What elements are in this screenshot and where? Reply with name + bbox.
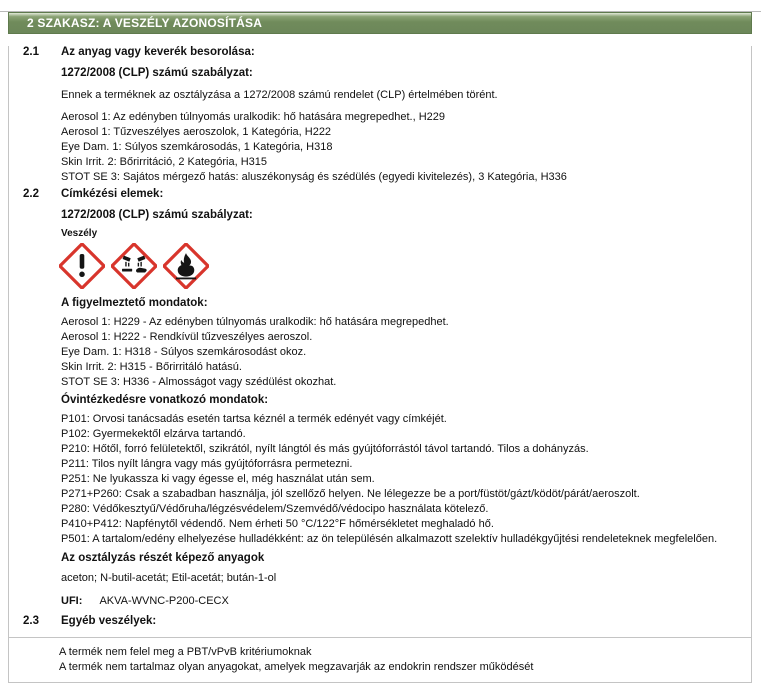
precaution-statement: P251: Ne lyukassza ki vagy égesse el, még használat után sem. xyxy=(61,473,375,485)
components-heading: Az osztályzás részét képező anyagok xyxy=(61,552,265,564)
classification-item: Aerosol 1: Az edényben túlnyomás uralkodik: hő hatására megrepedhet., H229 xyxy=(61,111,446,123)
subsection-2-1-heading-row xyxy=(9,46,751,58)
gutter-spacer xyxy=(9,110,61,185)
ghs07-exclamation-icon xyxy=(59,243,105,289)
precaution-heading-row xyxy=(9,394,751,406)
classification-item: Skin Irrit. 2: Bőrirritáció, 2 Kategória, H315 xyxy=(61,156,268,168)
subsection-2-2-number: 2.2 xyxy=(23,188,39,200)
ufi-content xyxy=(61,594,751,609)
hazard-statement: STOT SE 3: H336 - Almosságot vagy szédülést okozhat. xyxy=(61,376,337,388)
components-row xyxy=(9,571,751,586)
subsection-2-2-title: Címkézési elemek: xyxy=(61,188,164,200)
subsection-2-3-title: Egyéb veszélyek: xyxy=(61,615,157,627)
subsection-2-3-number: 2.3 xyxy=(23,615,39,627)
precaution-statement: P101: Orvosi tanácsadás esetén tartsa kéznél a termék edényét vagy címkéjét. xyxy=(61,413,447,425)
subsection-2-1-title: Az anyag vagy keverék besorolása: xyxy=(61,46,255,58)
pictogram-row-wrap xyxy=(9,239,751,289)
hazard-list xyxy=(61,315,751,390)
classification-list xyxy=(61,110,751,185)
precaution-statement: P210: Hőtől, forró felületektől, szikrától, nyílt lángtól és más gyújtóforrástól távol tartandó. Tilos a dohányzás. xyxy=(61,443,589,455)
clp-regulation-heading-2: 1272/2008 (CLP) számú szabályzat: xyxy=(61,209,253,221)
gutter-spacer xyxy=(9,88,61,103)
classification-item: Eye Dam. 1: Súlyos szemkárosodás, 1 Kategória, H318 xyxy=(61,141,333,153)
subsection-2-1-number: 2.1 xyxy=(23,46,39,58)
ghs-pictograms xyxy=(59,243,739,289)
gutter-spacer xyxy=(9,394,61,406)
precaution-statement: P280: Védőkesztyű/Védőruha/légzésvédelem/Szemvédő/védocipo használata kötelező. xyxy=(61,503,489,515)
classification-item: STOT SE 3: Sajátos mérgező hatás: aluszékonyság és szédülés (egyedi kivitelezés), 3 Kategória, H336 xyxy=(61,171,567,183)
classification-intro-row xyxy=(9,88,751,103)
hazard-heading-row xyxy=(9,297,751,309)
components-list: aceton; N-butil-acetát; Etil-acetát; bután-1-ol xyxy=(61,572,277,584)
gutter-spacer xyxy=(9,315,61,390)
hazard-statement: Aerosol 1: H229 - Az edényben túlnyomás uralkodik: hő hatására megrepedhet. xyxy=(61,316,449,328)
hazard-list-row xyxy=(9,315,751,390)
subsection-2-3-heading-row xyxy=(9,615,751,627)
hazard-heading: A figyelmeztető mondatok: xyxy=(61,297,208,309)
gutter-spacer xyxy=(9,67,61,79)
precaution-statement: P211: Tilos nyílt lángra vagy más gyújtóforrásra permetezni. xyxy=(61,458,353,470)
section-2-block xyxy=(8,12,752,644)
gutter-spacer xyxy=(9,239,61,289)
section-header-title: 2 SZAKASZ: A VESZÉLY AZONOSÍTÁSA xyxy=(27,16,263,30)
precaution-list xyxy=(61,412,751,547)
gutter-spacer xyxy=(9,412,61,547)
ghs02-flame-icon xyxy=(163,243,209,289)
signal-word: Veszély xyxy=(61,228,98,239)
hazard-statement: Aerosol 1: H222 - Rendkívül tűzveszélyes aeroszol. xyxy=(61,331,313,343)
gutter-spacer xyxy=(9,221,61,239)
ufi-value: AKVA-WVNC-P200-CECX xyxy=(99,595,229,607)
subsection-2-2-heading-row xyxy=(9,188,751,200)
classification-list-row xyxy=(9,110,751,185)
ufi-row xyxy=(9,586,751,609)
precaution-statement: P271+P260: Csak a szabadban használja, jól szellőző helyen. Ne lélegezze be a port/füstöt/gázt/ködöt/párát/aeroszolt. xyxy=(61,488,640,500)
precaution-statement: P501: A tartalom/edény elhelyezése hulladékként: az ön településén alkalmazott szelektív hulladékgyűjtési rendeleteknek megfelelően. xyxy=(61,533,718,545)
ghs05-corrosion-icon xyxy=(111,243,157,289)
precaution-heading: Óvintézkedésre vonatkozó mondatok: xyxy=(61,394,269,406)
components-heading-row xyxy=(9,552,751,564)
signal-word-row xyxy=(9,221,751,239)
classification-intro: Ennek a terméknek az osztályzása a 1272/2008 számú rendelet (CLP) értelmében törént. xyxy=(61,89,498,101)
ufi-label: UFI: xyxy=(61,595,83,607)
hazard-statement: Skin Irrit. 2: H315 - Bőrirritáló hatású. xyxy=(61,361,242,373)
endocrine-note: A termék nem tartalmaz olyan anyagokat, amelyek megzavarják az endokrin rendszer működését xyxy=(59,661,534,673)
precaution-statement: P102: Gyermekektől elzárva tartandó. xyxy=(61,428,246,440)
hazard-statement: Eye Dam. 1: H318 - Súlyos szemkárosodást okoz. xyxy=(61,346,307,358)
clp-regulation-heading-row-2 xyxy=(9,209,751,221)
section-header-bar xyxy=(8,12,752,34)
gutter-spacer xyxy=(9,209,61,221)
gutter-spacer xyxy=(9,297,61,309)
precaution-statement: P410+P412: Napfénytől védendő. Nem érheti 50 °C/122°F hőmérsékletet meghaladó hő. xyxy=(61,518,494,530)
section-body xyxy=(8,46,752,644)
gutter-spacer xyxy=(9,586,61,609)
clp-regulation-heading-row-1 xyxy=(9,67,751,79)
precaution-list-row xyxy=(9,412,751,547)
pictogram-content xyxy=(61,239,751,289)
gutter-spacer xyxy=(9,552,61,564)
pbt-endocrine-note-box xyxy=(8,637,752,683)
clp-regulation-heading-1: 1272/2008 (CLP) számú szabályzat: xyxy=(61,67,253,79)
classification-item: Aerosol 1: Tűzveszélyes aeroszolok, 1 Kategória, H222 xyxy=(61,126,332,138)
pbt-criteria-note: A termék nem felel meg a PBT/vPvB kritériumoknak xyxy=(59,646,312,658)
gutter-spacer xyxy=(9,571,61,586)
